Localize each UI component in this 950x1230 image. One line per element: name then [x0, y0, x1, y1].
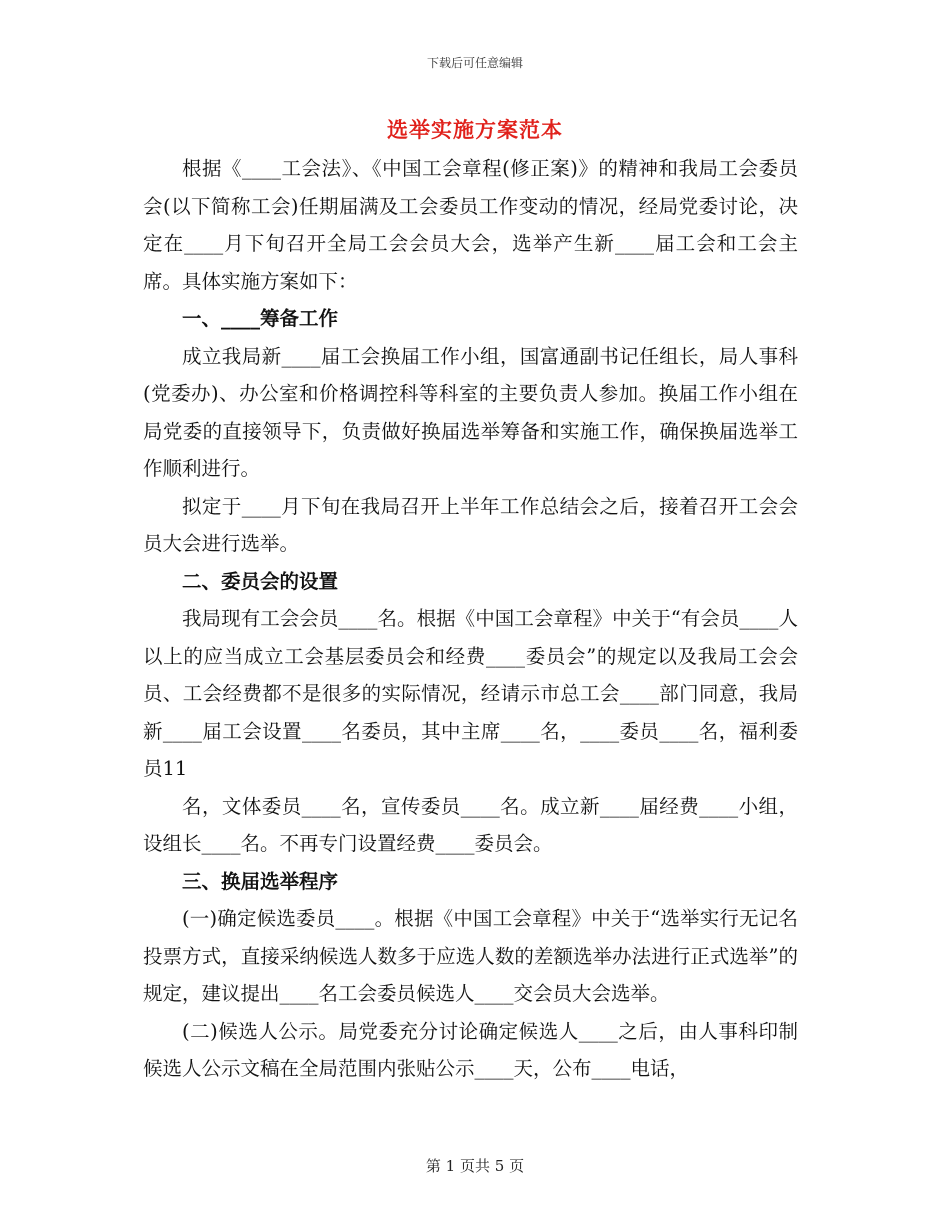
paragraph-committee-cont: 名，文体委员____名，宣传委员____名。成立新____届经费____小组，设组长____名。不再专门设置经费____委员会。 — [143, 794, 798, 855]
section-heading-3: 三、换届选举程序 — [182, 869, 339, 893]
paragraph-schedule: 拟定于____月下旬在我局召开上半年工作总结会之后，接着召开工会会员大会进行选举。 — [143, 494, 798, 555]
paragraph-committee: 我局现有工会会员____名。根据《中国工会章程》中关于“有会员____人以上的应当成立工会基层委员会和经费____委员会”的规定以及我局工会会员、工会经费都不是很多的实际情况，经请示市总工会____部门同意，我局新____届工会设置____名委员，其中主席____名，____委员____名，福利委员11 — [143, 607, 798, 780]
paragraph-step-1: (一)确定候选委员____。根据《中国工会章程》中关于“选举实行无记名投票方式，直接采纳候选人数多于应选人数的差额选举办法进行正式选举”的规定，建议提出____名工会委员候选人____交会员大会选举。 — [143, 907, 798, 1005]
section-heading-2: 二、委员会的设置 — [182, 569, 339, 593]
page-footer: 第 1 页共 5 页 — [425, 1157, 525, 1175]
paragraph-preparation: 成立我局新____届工会换届工作小组，国富通副书记任组长，局人事科(党委办)、办公室和价格调控科等科室的主要负责人参加。换届工作小组在局党委的直接领导下，负责做好换届选举筹备和实施工作，确保换届选举工作顺利进行。 — [143, 344, 798, 480]
paragraph-intro: 根据《____工会法》、《中国工会章程(修正案)》的精神和我局工会委员会(以下简称工会)任期届满及工会委员工作变动的情况，经局党委讨论，决定在____月下旬召开全局工会会员大会，选举产生新____届工会和工会主席。具体实施方案如下： — [143, 157, 798, 293]
header-note: 下载后可任意编辑 — [426, 56, 523, 70]
section-heading-1: 一、____筹备工作 — [182, 307, 339, 330]
paragraph-step-2: (二)候选人公示。局党委充分讨论确定候选人____之后，由人事科印制候选人公示文稿在全局范围内张贴公示____天，公布____电话， — [143, 1019, 798, 1080]
document-body — [143, 150, 798, 1088]
document-title: 选举实施方案范本 — [387, 117, 563, 142]
